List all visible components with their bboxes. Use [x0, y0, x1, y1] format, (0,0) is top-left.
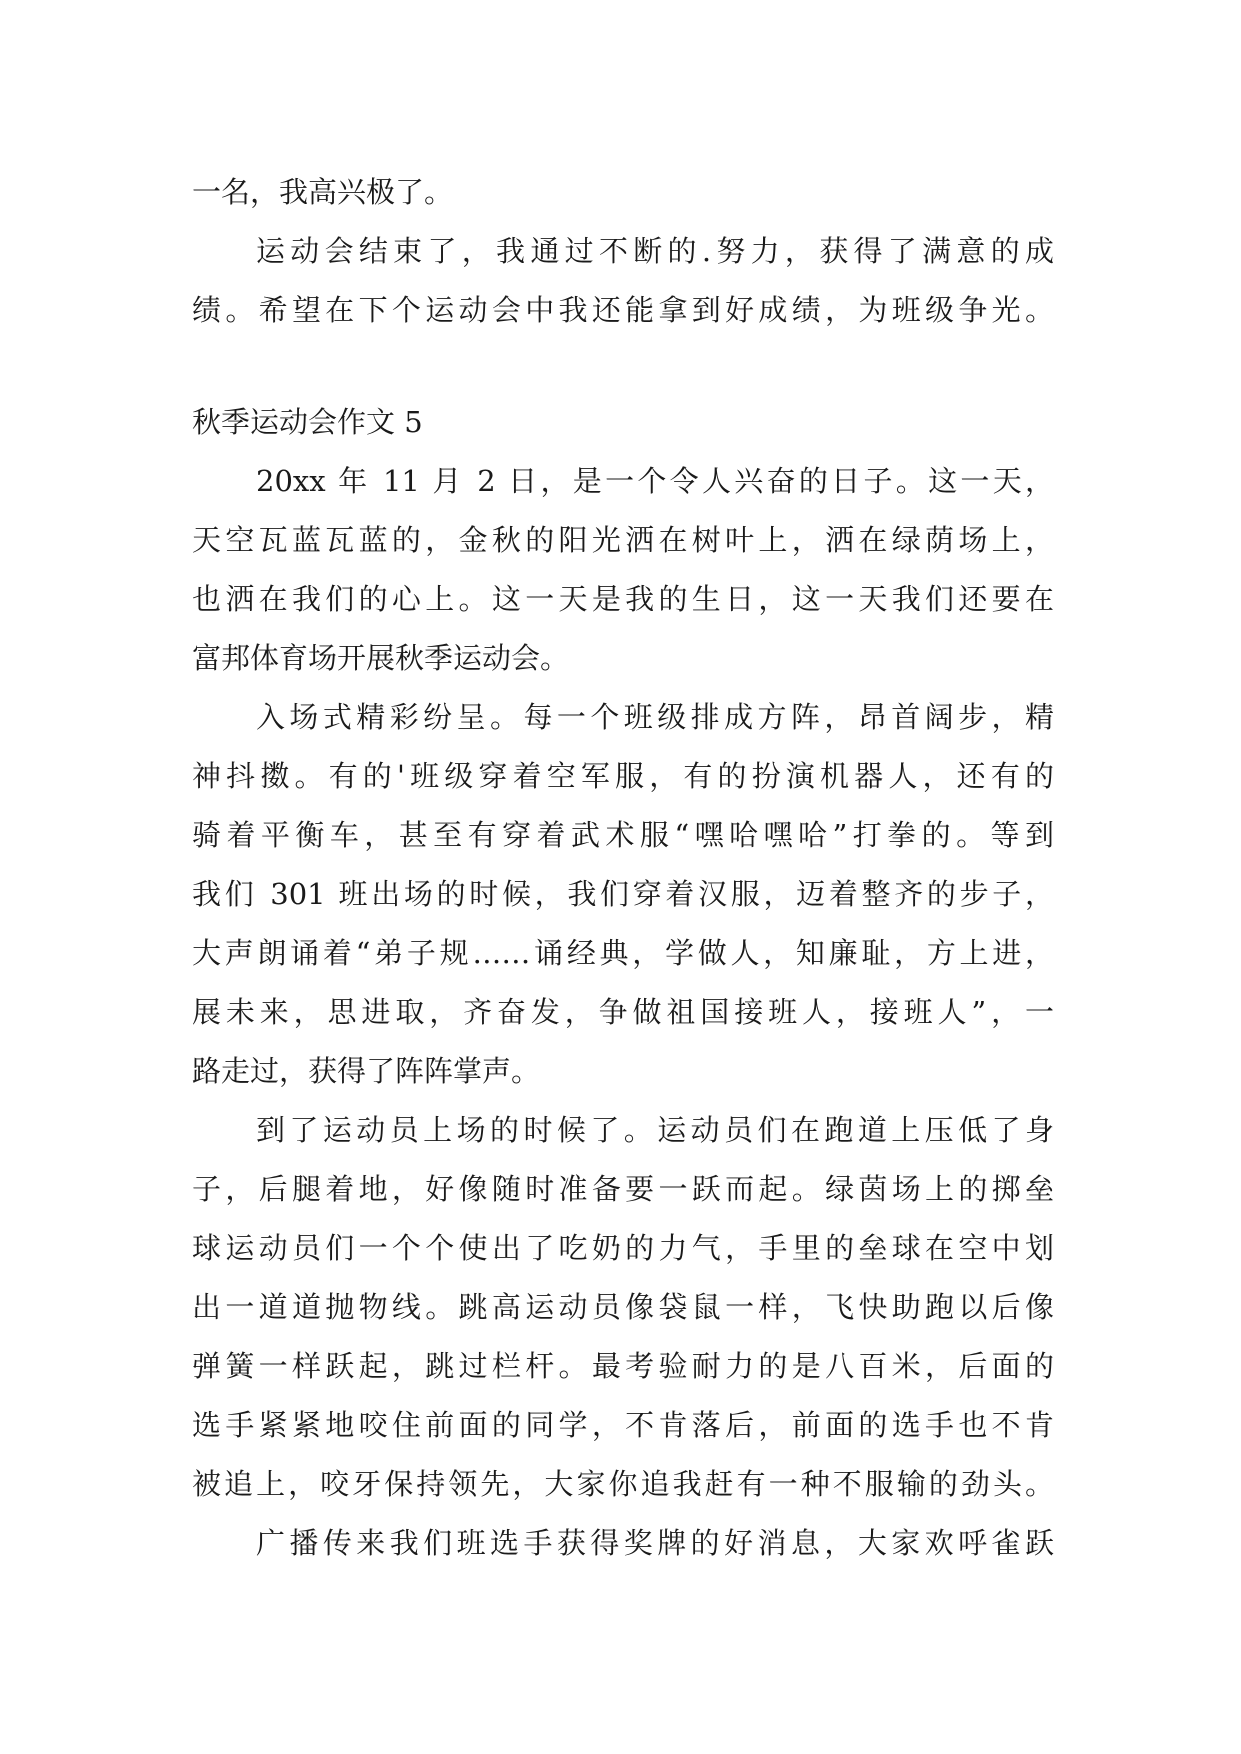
text-line: 入场式精彩纷呈。每一个班级排成方阵，昂首阔步，精 — [256, 700, 1054, 734]
text-line: 富邦体育场开展秋季运动会。 — [192, 641, 570, 675]
text-line: 我们 301 班出场的时候，我们穿着汉服，迈着整齐的步子， — [192, 877, 1054, 911]
text-line: 20xx 年 11 月 2 日，是一个令人兴奋的日子。这一天， — [256, 464, 1054, 498]
paragraph — [192, 222, 1054, 340]
paragraph — [192, 163, 1054, 222]
paragraph — [192, 688, 1054, 1101]
text-line: 展未来，思进取，齐奋发，争做祖国接班人，接班人”，一 — [192, 995, 1054, 1029]
paragraph — [192, 452, 1054, 688]
section-spacer — [192, 340, 1054, 393]
text-line: 球运动员们一个个使出了吃奶的力气，手里的垒球在空中划 — [192, 1231, 1054, 1265]
text-line: 神抖擞。有的'班级穿着空军服，有的扮演机器人，还有的 — [192, 759, 1054, 793]
text-line: 出一道道抛物线。跳高运动员像袋鼠一样，飞快助跑以后像 — [192, 1290, 1054, 1324]
text-line: 子，后腿着地，好像随时准备要一跃而起。绿茵场上的掷垒 — [192, 1172, 1054, 1206]
text-line: 被追上，咬牙保持领先，大家你追我赶有一种不服输的劲头。 — [192, 1467, 1054, 1501]
text-line: 也洒在我们的心上。这一天是我的生日，这一天我们还要在 — [192, 582, 1054, 616]
text-line: 到了运动员上场的时候了。运动员们在跑道上压低了身 — [256, 1113, 1054, 1147]
text-line: 绩。希望在下个运动会中我还能拿到好成绩，为班级争光。 — [192, 293, 1054, 327]
paragraph — [192, 1101, 1054, 1514]
text-line: 广播传来我们班选手获得奖牌的好消息，大家欢呼雀跃 — [256, 1526, 1054, 1560]
text-line: 天空瓦蓝瓦蓝的，金秋的阳光洒在树叶上，洒在绿荫场上， — [192, 523, 1054, 557]
section-title: 秋季运动会作文 5 — [192, 405, 423, 439]
text-line: 选手紧紧地咬住前面的同学，不肯落后，前面的选手也不肯 — [192, 1408, 1054, 1442]
text-line: 路走过，获得了阵阵掌声。 — [192, 1054, 541, 1088]
text-line: 弹簧一样跃起，跳过栏杆。最考验耐力的是八百米，后面的 — [192, 1349, 1054, 1383]
document-body — [192, 163, 1054, 1573]
text-line: 骑着平衡车，甚至有穿着武术服“嘿哈嘿哈”打拳的。等到 — [192, 818, 1054, 852]
text-line: 大声朗诵着“弟子规……诵经典，学做人，知廉耻，方上进， — [192, 936, 1054, 970]
paragraph — [192, 1514, 1054, 1573]
text-line: 运动会结束了，我通过不断的.努力，获得了满意的成 — [256, 234, 1054, 268]
text-line: 一名，我高兴极了。 — [192, 175, 454, 209]
